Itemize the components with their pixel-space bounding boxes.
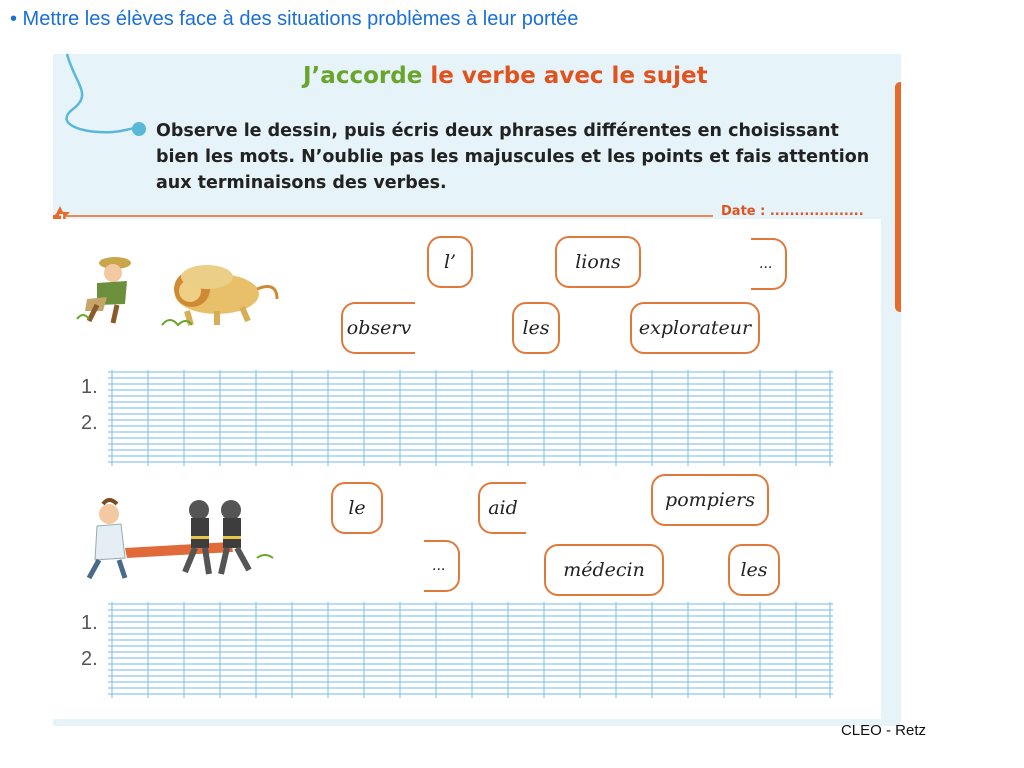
title-part1: J’accorde (303, 63, 423, 89)
word-card: explorateur (630, 302, 760, 354)
credit-text: CLEO - Retz (840, 722, 926, 739)
word-card: lions (555, 236, 641, 288)
worksheet-image (53, 54, 901, 726)
worksheet-title (303, 63, 708, 89)
word-card-blank: ... (751, 238, 787, 290)
page-edge-tab (895, 82, 901, 312)
word-card: l’ (427, 236, 473, 288)
word-card: les (728, 544, 780, 596)
instruction-bullet-icon (132, 122, 146, 136)
writing-lines-1[interactable] (108, 370, 833, 466)
word-card: aid (478, 482, 526, 534)
line-number: 1. (81, 376, 98, 398)
word-card: médecin (544, 544, 664, 596)
line-number: 1. (81, 612, 98, 634)
header-rule (53, 215, 713, 217)
instruction-text: Observe le dessin, puis écris deux phrases différentes en choisissant bien les mots. N’oublie pas les majuscules et les points et fais attention aux terminaisons des verbes. (156, 121, 870, 193)
word-card: les (512, 302, 560, 354)
line-number: 2. (81, 412, 98, 434)
firefighters-doctor-illustration (81, 492, 291, 584)
line-number: 2. (81, 648, 98, 670)
writing-lines-2[interactable] (108, 602, 833, 698)
word-card-blank: ... (424, 540, 460, 592)
word-card: observ (341, 302, 415, 354)
word-card: le (331, 482, 383, 534)
slide-bullet-text: • Mettre les élèves face à des situations problèmes à leur portée (10, 8, 579, 30)
date-field: Date : ................... (721, 204, 864, 219)
word-card: pompiers (651, 474, 769, 526)
title-part2: le verbe avec le sujet (430, 63, 708, 89)
explorer-lions-illustration (67, 249, 297, 334)
string-decoration-icon (53, 54, 153, 154)
